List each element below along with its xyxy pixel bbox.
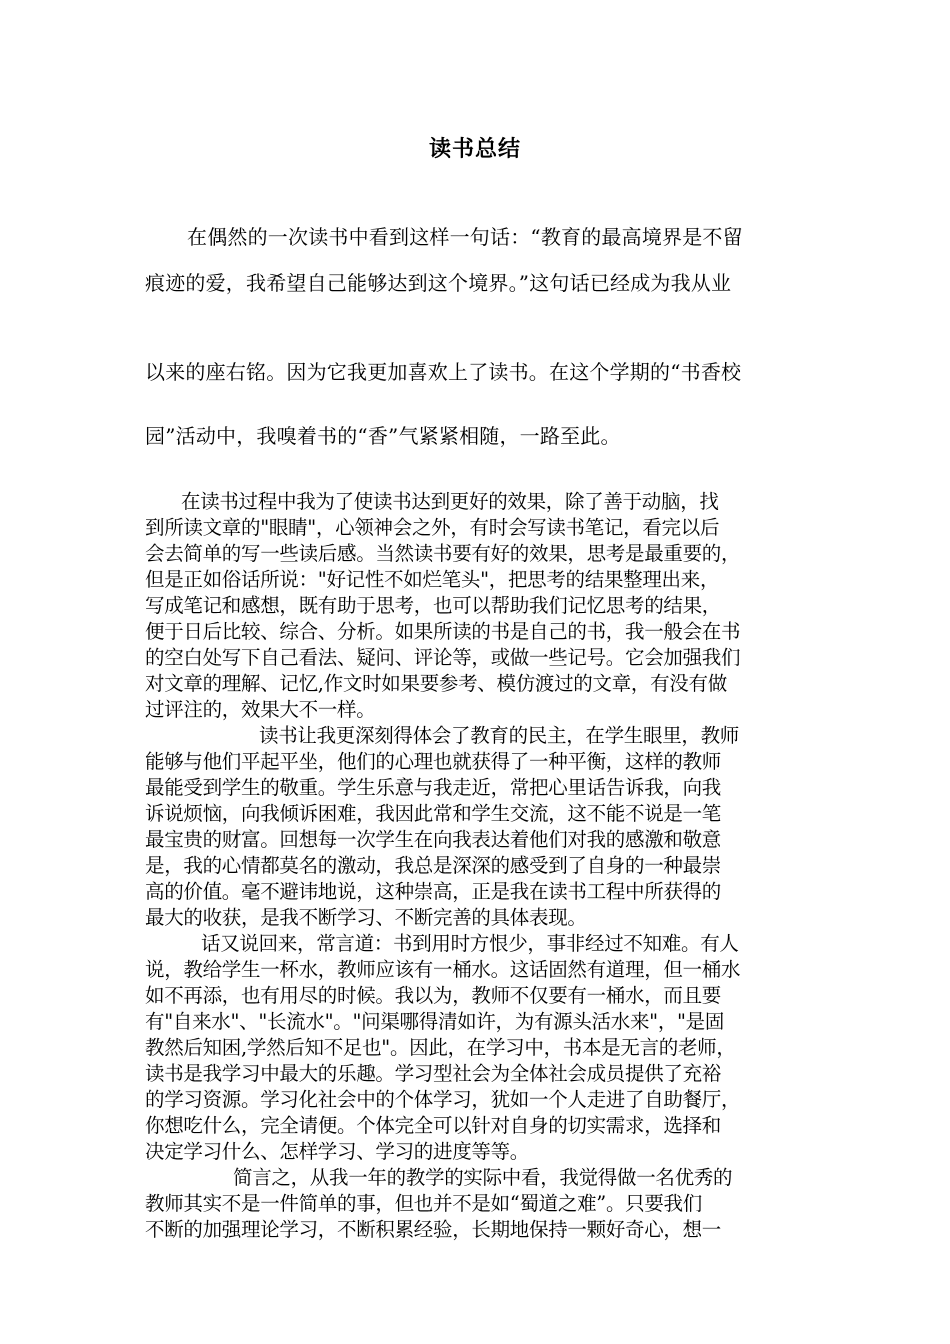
body-line: 说，教给学生一杯水，教师应该有一桶水。这话固然有道理，但一桶水 [145, 958, 741, 981]
body-line: 决定学习什么、怎样学习、学习的进度等等。 [145, 1140, 530, 1163]
body-line: 到所读文章的"眼睛"，心领神会之外，有时会写读书笔记，看完以后 [145, 516, 720, 539]
intro-line: 以来的座右铭。因为它我更加喜欢上了读书。在这个学期的“书香校 [145, 360, 742, 384]
body-line: 读书让我更深刻得体会了教育的民主，在学生眼里，教师 [259, 724, 740, 747]
body-line: 诉说烦恼，向我倾诉困难，我因此常和学生交流，这不能不说是一笔 [145, 802, 722, 825]
body-line: 过评注的，效果大不一样。 [145, 698, 376, 721]
body-line: 话又说回来，常言道：书到用时方恨少，事非经过不知难。有人 [201, 932, 739, 955]
body-line: 最大的收获，是我不断学习、不断完善的具体表现。 [145, 906, 587, 929]
body-line: 如不再添，也有用尽的时候。我以为，教师不仅要有一桶水，而且要 [145, 984, 722, 1007]
body-line: 教然后知困,学然后知不足也"。因此，在学习中，书本是无言的老师， [145, 1036, 736, 1059]
body-line: 会去简单的写一些读后感。当然读书要有好的效果，思考是最重要的， [145, 542, 741, 565]
body-line: 便于日后比较、综合、分析。如果所读的书是自己的书，我一般会在书 [145, 620, 741, 643]
body-line: 教师其实不是一件简单的事，但也并不是如“蜀道之难”。只要我们 [145, 1192, 702, 1215]
body-line: 最宝贵的财富。回想每一次学生在向我表达着他们对我的感激和敬意 [145, 828, 722, 851]
body-line: 对文章的理解、记忆,作文时如果要参考、模仿渡过的文章，有没有做 [145, 672, 727, 695]
body-line: 能够与他们平起平坐，他们的心理也就获得了一种平衡，这样的教师 [145, 750, 722, 773]
body-line: 不断的加强理论学习，不断积累经验，长期地保持一颗好奇心，想一 [145, 1218, 722, 1241]
body-line: 有"自来水"、"长流水"。"问渠哪得清如许，为有源头活水来"，"是固 [145, 1010, 725, 1033]
body-line: 最能受到学生的敬重。学生乐意与我走近，常把心里话告诉我，向我 [145, 776, 722, 799]
body-line: 高的价值。毫不避讳地说，这种崇高，正是我在读书工程中所获得的 [145, 880, 722, 903]
body-line: 是，我的心情都莫名的激动，我总是深深的感受到了自身的一种最崇 [145, 854, 722, 877]
body-line: 你想吃什么，完全请便。个体完全可以针对自身的切实需求，选择和 [145, 1114, 722, 1137]
body-line: 的空白处写下自己看法、疑问、评论等，或做一些记号。它会加强我们 [145, 646, 741, 669]
intro-line: 园”活动中，我嗅着书的“香”气紧紧相随，一路至此。 [145, 424, 621, 448]
body-line: 读书是我学习中最大的乐趣。学习型社会为全体社会成员提供了充裕 [145, 1062, 722, 1085]
document-title: 读书总结 [428, 137, 521, 162]
intro-line: 痕迹的爱，我希望自己能够达到这个境界。”这句话已经成为我从业 [145, 271, 732, 295]
body-line: 在读书过程中我为了使读书达到更好的效果，除了善于动脑，找 [181, 490, 719, 513]
intro-line: 在偶然的一次读书中看到这样一句话：“教育的最高境界是不留 [187, 225, 743, 249]
body-line: 简言之，从我一年的教学的实际中看，我觉得做一名优秀的 [233, 1166, 733, 1189]
body-line: 的学习资源。学习化社会中的个体学习，犹如一个人走进了自助餐厅， [145, 1088, 741, 1111]
body-line: 但是正如俗话所说："好记性不如烂笔头"，把思考的结果整理出来， [145, 568, 720, 591]
body-line: 写成笔记和感想，既有助于思考，也可以帮助我们记忆思考的结果， [145, 594, 722, 617]
